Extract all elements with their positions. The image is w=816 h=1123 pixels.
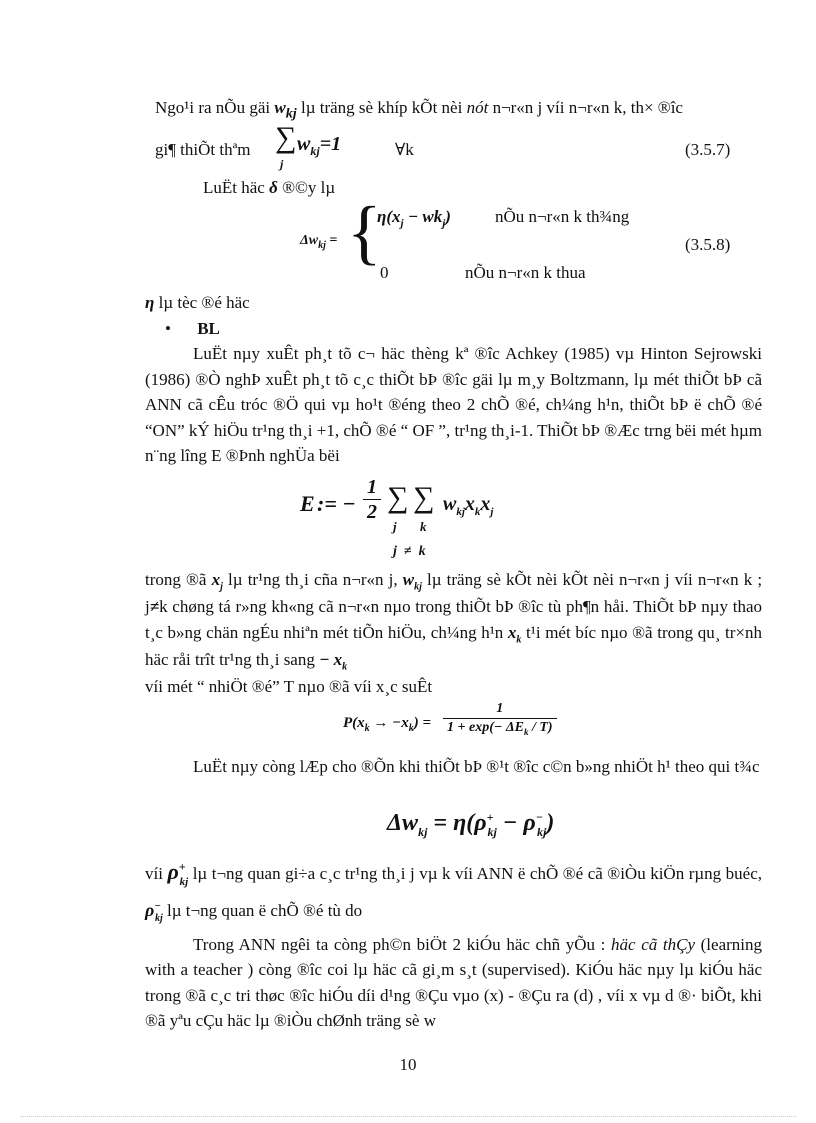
bullet-icon: • xyxy=(165,318,171,338)
sum-symbol: ∑ xyxy=(275,120,297,154)
equation-3-5-7 xyxy=(155,120,762,171)
math-neg-xk: − $x_k$ xyxy=(319,649,348,673)
text-span: n¬r«n j víi n¬r«n k, th× ®îc xyxy=(492,98,683,117)
eta-line xyxy=(145,290,762,316)
equation-number: (3.5.8) xyxy=(685,235,731,255)
sum-j-symbol: ∑ xyxy=(387,480,409,514)
math-wkj-sum: $w_{kj}=1$ xyxy=(297,132,342,158)
equation-number: (3.5.7) xyxy=(685,139,731,159)
case1-text: nÕu n¬r«n k th¾ng xyxy=(495,207,630,227)
text-span: lµ tèc ®é häc xyxy=(158,293,250,313)
sum-k-subscript: k xyxy=(420,518,427,534)
eta-symbol: η xyxy=(145,293,155,313)
bl-paragraph: LuËt nµy xuÊt ph¸t tõ c¬ häc thèng kª ®îc Achkey (1985) vµ Hinton Sejrowski (1986) ®Ò nghÞ xuÊt ph¸t tõ c¸c thiÕt bÞ ®îc gäi lµ m¸y Boltzmann, lµ mét thiÕt bÞ cã ANN cã cÊu tróc ®Ö qui vµ ho¹t ®éng theo 2 chÕ ®é, ch¼ng h¹n, thiÕt bÞ ë chÕ ®é “ON” kÝ hiÖu tr¹ng th¸i +1, chÕ ®é “ OF ”, tr¹ng th¸i-1. ThiÕt bÞ ®Æc trng bëi mét hµm n¨ng lîng E ®Þnh nghÜa bëi xyxy=(145,344,762,466)
italic-word: nót xyxy=(466,98,489,117)
left-brace: { xyxy=(347,192,382,273)
equation-3-5-8 xyxy=(155,192,762,283)
voi-line: víi mét “ nhiÖt ®é” T nµo ®ã víi x¸c suÊt xyxy=(145,677,433,697)
prob-fraction: 1 $1 + \exp(- \Delta E_k / T)$ xyxy=(443,700,557,739)
text-span: Ngo¹i ra nÕu gäi xyxy=(155,98,271,117)
delta-symbol: δ xyxy=(269,177,278,197)
case2-text: nÕu n¬r«n k thua xyxy=(465,263,586,283)
text-span: gi¶ thiÕt thªm xyxy=(155,139,251,159)
text-span: lµ träng sè khíp kÕt nèi xyxy=(300,98,463,117)
eq358-case1: $\eta(x_j - wk_j)$ xyxy=(377,207,451,230)
section-title: BL xyxy=(197,318,220,338)
weight-update: $\Delta w_{kj} = \eta(\rho^+_{kj} - \rho^-_{kj})$ xyxy=(387,810,555,840)
delta-line xyxy=(155,175,762,201)
rho-plus: $\rho^+_{kj}$ xyxy=(167,859,189,888)
math-xk: $x_k$ xyxy=(507,622,522,645)
italic-term: häc cã thÇy xyxy=(611,934,695,954)
math-xj: $x_j$ xyxy=(211,569,223,593)
prob-lhs: $P(x_k \to -x_k)$ = xyxy=(343,714,432,734)
text-span: LuËt häc xyxy=(203,177,265,197)
math-wkj: $w_{kj}$ xyxy=(274,98,297,122)
equation-probability xyxy=(155,700,762,748)
eq358-case2: 0 xyxy=(380,263,389,283)
energy-E: E xyxy=(300,490,315,516)
ann-paragraph: Trong ANN ngêi ta còng ph©n biÖt 2 kiÓu häc chñ yÕu : häc cã thÇy (learning with a teacher ) còng ®îc coi lµ häc cã gi¸m s¸t (supervised). KiÓu häc nµy lµ kiÓu häc trong ®ã c¸c tri thøc ®îc hiÓu díi d¹ng ®Çu vµo (x) - ®Çu ra (d) , víi x vµ d ®· biÕt, khi ®ã yªu cÇu häc lµ ®iÒu chØnh träng sè w xyxy=(145,934,762,1031)
page-number: 10 xyxy=(399,1055,417,1074)
equation-energy xyxy=(155,475,762,567)
energy-fraction: $\frac{1}{2}$ xyxy=(363,475,381,524)
math-wkj: $w_{kj}$ xyxy=(402,569,422,593)
luat-paragraph: LuËt nµy còng lÆp cho ®Õn khi thiÕt bÞ ®¹t ®îc c©n b»ng nhiÖt h¹ theo qui t¾c xyxy=(193,756,760,776)
bl-heading xyxy=(165,316,762,342)
document-page xyxy=(145,95,763,1034)
energy-terms: $w_{kj}x_kx_j$ xyxy=(443,492,494,518)
page-bottom-divider xyxy=(20,1116,796,1117)
forall-k: ∀k xyxy=(395,139,414,159)
sum-condition: j ≠ k xyxy=(393,543,426,559)
sum-j-subscript: j xyxy=(393,518,397,534)
sum-k-symbol: ∑ xyxy=(413,480,435,514)
equation-weight-update xyxy=(155,787,762,851)
sum-subscript: j xyxy=(280,156,284,171)
energy-assign: := − xyxy=(317,490,356,516)
eq358-lhs: $\Delta w_{kj}$ = xyxy=(300,233,338,251)
text-span: ®©y lµ xyxy=(282,177,336,197)
voi-rho-paragraph: víi $\rho^+_{kj}$ lµ t¬ng quan gi÷a c¸c tr¹ng th¸i j vµ k víi ANN ë chÕ ®é cã ®iÒu kiÖn rµng buéc, $\rho^-_{kj}$ lµ t¬ng quan ë chÕ ®é tù do xyxy=(145,859,762,924)
trong-paragraph: trong ®ã $x_j$ lµ tr¹ng th¸i cña n¬r«n j, $w_{kj}$ lµ träng sè kÕt nèi kÕt nèi n¬r«n j víi n¬r«n k ; j≠k chøng tá r»ng kh«ng cã n¬r«n nµo trong thiÕt bÞ ®îc tù ph¶n håi. ThiÕt bÞ nµy thao t¸c b»ng chän ngÉu nhiªn mét tiÕn hiÖu, ch¼ng h¹n $x_k$ t¹i mét bíc nµo ®ã trong qu¸ tr×nh häc råi trît tr¹ng th¸i sang − $x_k$ xyxy=(145,569,763,673)
rho-minus: $\rho^-_{kj}$ xyxy=(145,900,163,924)
intro-line xyxy=(155,95,762,125)
